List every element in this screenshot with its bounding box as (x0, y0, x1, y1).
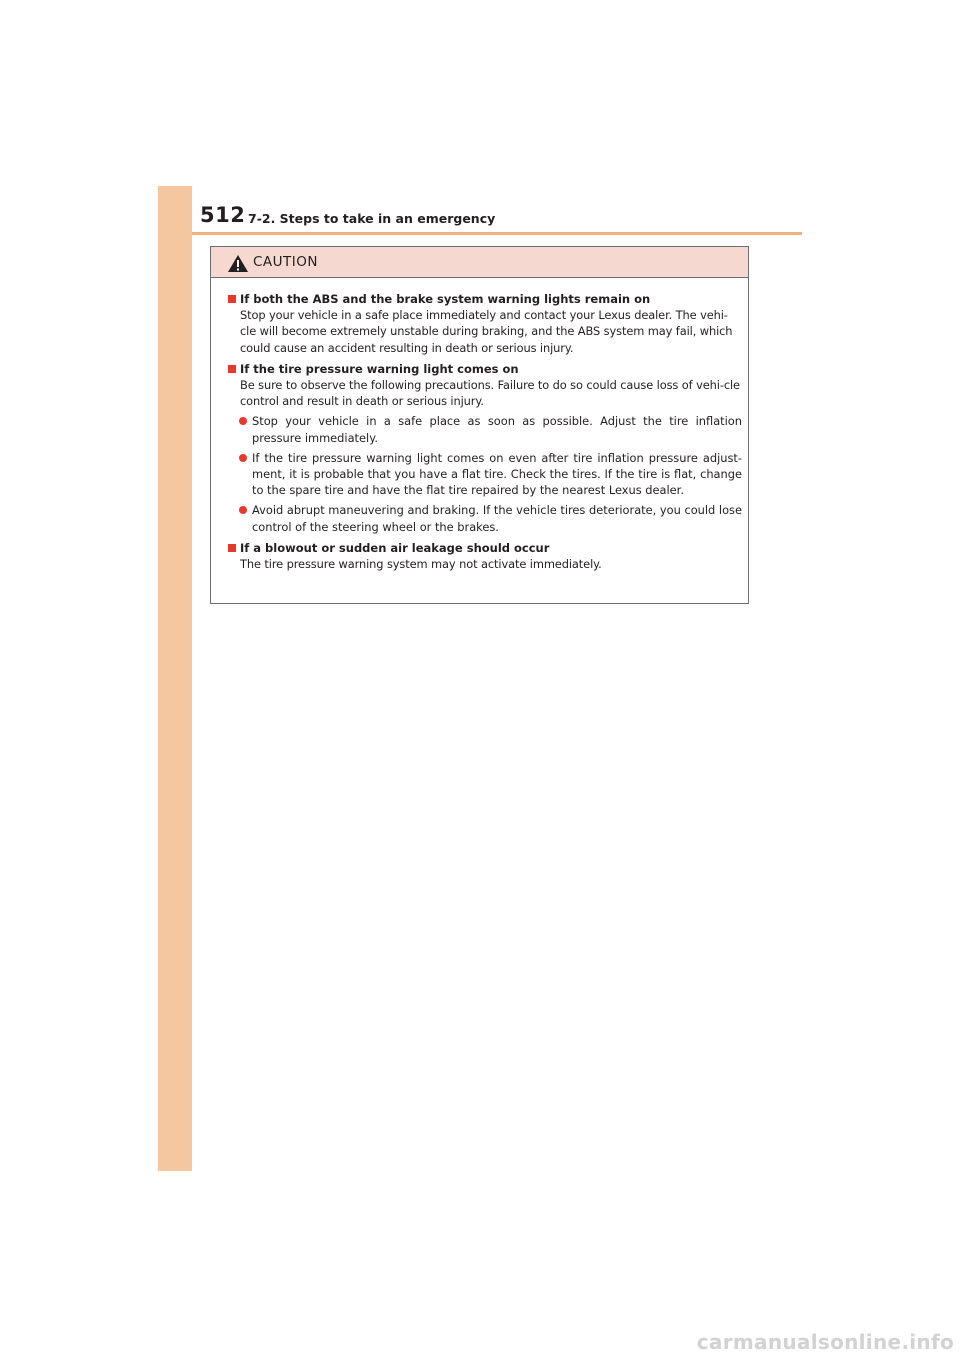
bullet-text: If the tire pressure warning light comes on even after tire inflation pressure adjust-ment, it is probable that you have a flat tire. Check the tires. If the tire is flat, change to the spare tire and have the flat tire repaired by the nearest Lexus dealer. (252, 450, 742, 498)
caution-header (211, 247, 748, 278)
item-heading-text: If a blowout or sudden air leakage should occur (240, 540, 550, 555)
caution-label: CAUTION (253, 254, 318, 270)
warning-triangle-icon (227, 254, 249, 273)
caution-item-tire-pressure (228, 361, 742, 535)
item-heading (228, 540, 742, 556)
section-title: 7-2. Steps to take in an emergency (248, 211, 496, 226)
item-heading-text: If the tire pressure warning light comes on (240, 361, 519, 376)
item-heading-text: If both the ABS and the brake system warning lights remain on (240, 292, 651, 306)
item-heading (228, 361, 742, 377)
square-bullet-icon (228, 295, 236, 303)
bullet-item (239, 502, 742, 534)
item-text: Stop your vehicle in a safe place immediately and contact your Lexus dealer. The vehi-cle will become extremely unstable during braking, and the ABS system may fail, which could cause an accident resulting in death or serious injury. (240, 308, 733, 355)
caution-item-abs-brake (228, 291, 742, 356)
square-bullet-icon (228, 544, 236, 552)
bullet-list (239, 413, 742, 534)
bullet-text: Avoid abrupt maneuvering and braking. If the vehicle tires deteriorate, you could lose control of the steering wheel or the brakes. (252, 503, 742, 534)
item-text: The tire pressure warning system may not activate immediately. (240, 557, 602, 572)
round-bullet-icon (239, 454, 247, 462)
watermark: carmanualsonline.info (696, 1330, 954, 1354)
round-bullet-icon (239, 417, 247, 425)
page-number: 512 (200, 203, 246, 227)
side-tab-strip (158, 186, 192, 1171)
bullet-item (239, 450, 742, 499)
bullet-text: Stop your vehicle in a safe place as soon as possible. Adjust the tire inflation pressure immediately. (252, 414, 742, 445)
item-heading (228, 291, 742, 307)
caution-box (210, 246, 749, 604)
square-bullet-icon (228, 365, 236, 373)
bullet-item (239, 413, 742, 445)
round-bullet-icon (239, 506, 247, 514)
caution-body (211, 278, 748, 572)
header-rule (192, 232, 802, 235)
caution-item-blowout (228, 540, 742, 572)
item-text: Be sure to observe the following precautions. Failure to do so could cause loss of vehi-cle control and result in death or serious injury. (240, 378, 740, 409)
